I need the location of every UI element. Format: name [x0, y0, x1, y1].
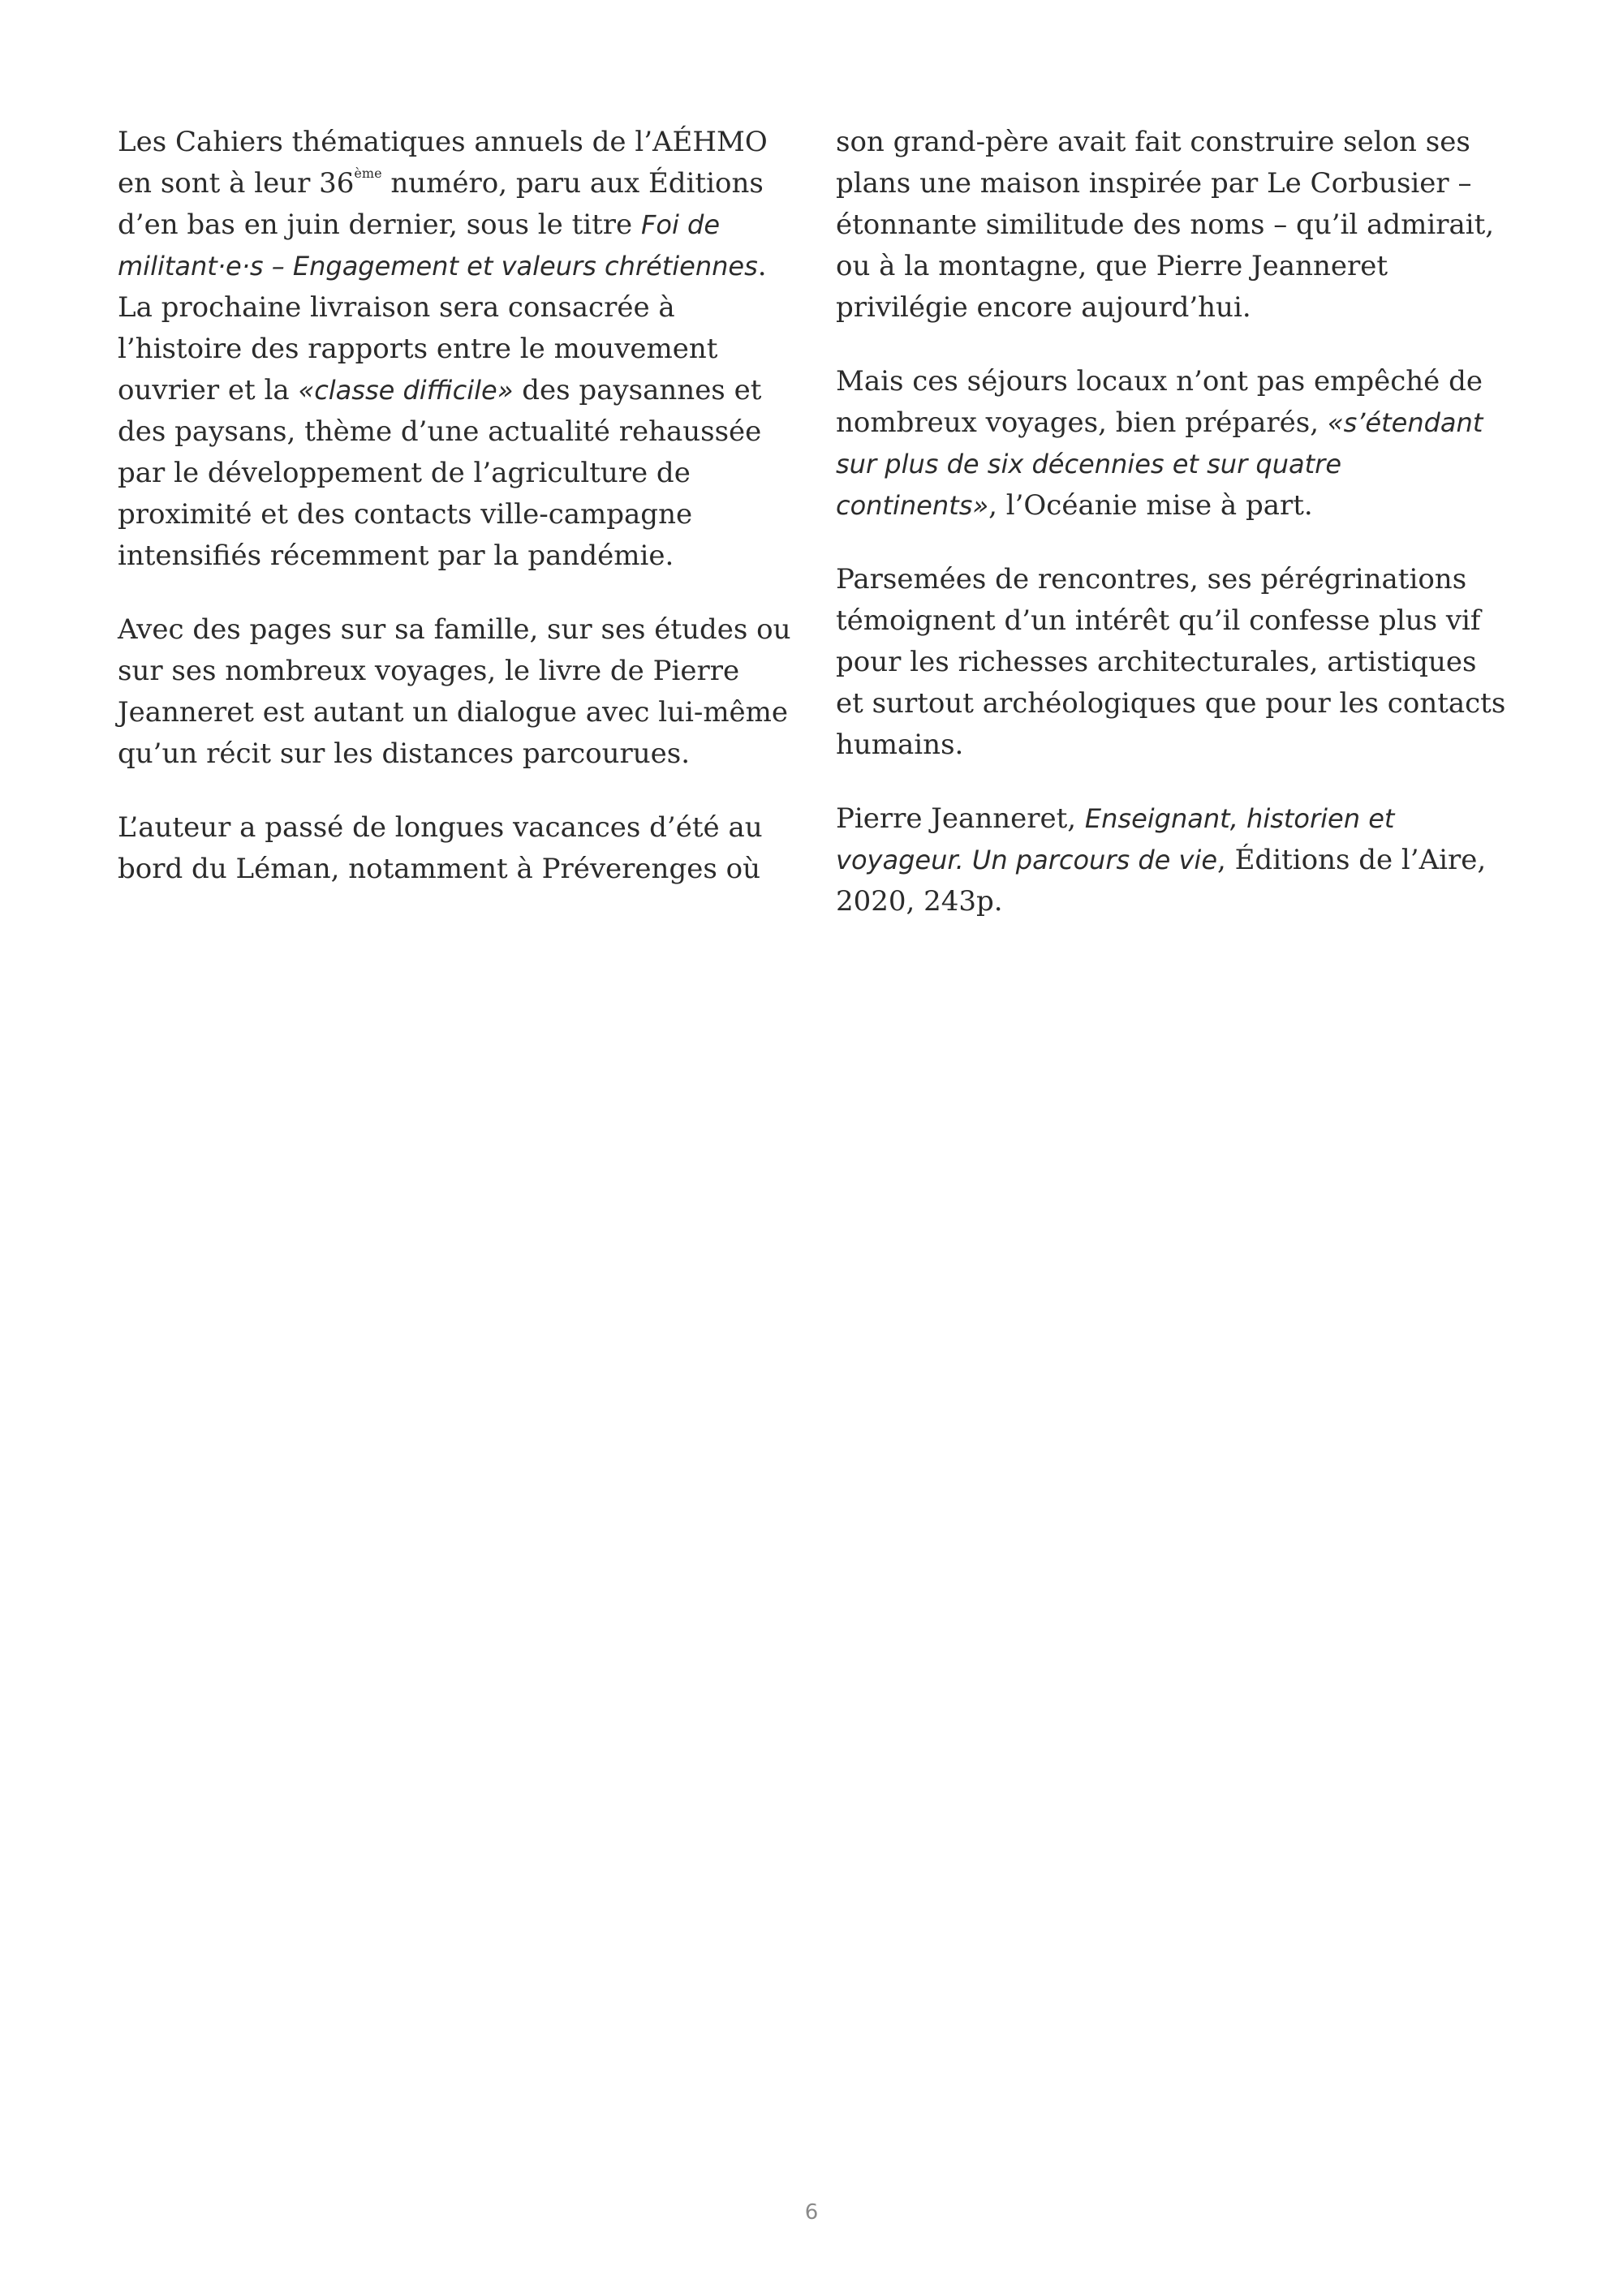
paragraph-peregrinations: Parsemées de rencontres, ses pérégrinations témoignent d’un intérêt qu’il confesse plus vif pour les richesses architecturales, artistiques et surtout archéologiques que pour les contacts humains.	[836, 563, 1506, 761]
paragraph-reference	[836, 798, 1509, 922]
quote-italic: «s’étendant sur plus de six décennies et sur quatre continents»	[836, 407, 1483, 521]
paragraph-vacances: L’auteur a passé de longues vacances d’été au bord du Léman, notamment à Préverenges où	[118, 811, 763, 885]
reference-publisher: , Éditions de l’Aire, 2020, 243p.	[836, 844, 1487, 918]
reference-title-italic: Enseignant, historien et voyageur. Un parcours de vie	[836, 803, 1395, 875]
reference-author: Pierre Jeanneret,	[836, 802, 1085, 835]
book-title-italic: Foi de militant·e·s – Engagement et valeurs chrétiennes	[118, 209, 758, 282]
text-run: Mais ces séjours locaux n’ont pas empêché de nombreux voyages, bien préparés,	[836, 365, 1483, 439]
paragraph-book-intro: Avec des pages sur sa famille, sur ses études ou sur ses nombreux voyages, le livre de Pierre Jeanneret est autant un dialogue avec lui-même qu’un récit sur les distances parcourues.	[118, 613, 791, 770]
paragraph-voyages	[836, 361, 1509, 527]
left-column	[118, 122, 791, 922]
text-run: Les Cahiers thématiques annuels de l’AÉHMO en sont à leur 36	[118, 126, 768, 200]
text-run: des paysannes et des paysans, thème d’une actualité rehaussée par le développement de l’agriculture de proximité et des contacts ville-campagne intensifiés récemment par la pandémie.	[118, 374, 762, 572]
paragraph-aehmo-cahiers	[118, 122, 791, 577]
paragraph-maison: son grand-père avait fait construire selon ses plans une maison inspirée par Le Corbusier – étonnante similitude des noms – qu’il admirait, ou à la montagne, que Pierre Jeanneret privilégie encore aujourd’hui.	[836, 126, 1495, 324]
page-number: 6	[804, 2200, 819, 2225]
text-run: numéro, paru aux Éditions d’en bas en juin dernier, sous le titre	[118, 167, 764, 241]
text-run: , l’Océanie mise à part.	[988, 489, 1313, 522]
superscript-ordinal: ème	[354, 166, 382, 181]
text-run: . La prochaine livraison sera consacrée à l’histoire des rapports entre le mouvement ouvrier et la	[118, 250, 767, 406]
quote-italic: «classe difficile»	[298, 375, 514, 406]
right-column	[836, 122, 1509, 955]
